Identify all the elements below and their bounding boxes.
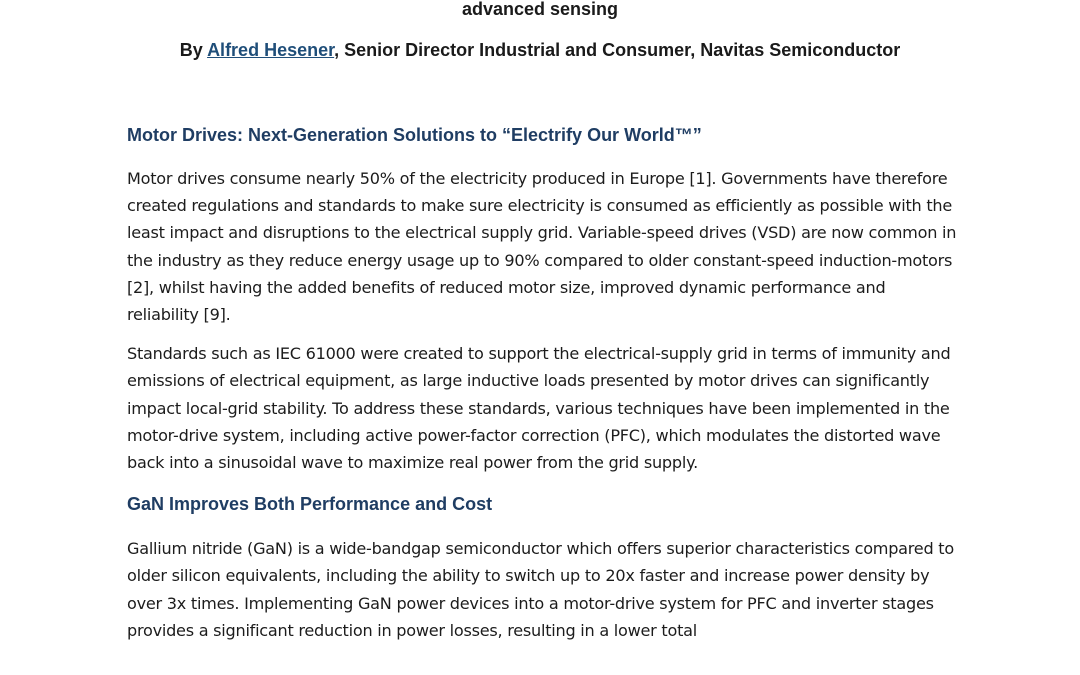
author-role: , Senior Director Industrial and Consumer, Navitas Semiconductor (334, 40, 901, 60)
byline-prefix: By (179, 40, 208, 60)
paragraph-motor-drives-energy: Motor drives consume nearly 50% of the electricity produced in Europe [1]. Governments have therefore created regulations and standards to make sure electricity is consumed as efficiently as possible with the least impact and disruptions to the electrical supply grid. Variable-speed drives (VSD) are now common in the industry as they reduce energy usage up to 90% compared to older constant-speed induction-motors [2], whilst having the added benefits of reduced motor size, improved dynamic performance and reliability [9]. (127, 169, 957, 325)
paragraph-standards: Standards such as IEC 61000 were created to support the electrical-supply grid in terms of immunity and emissions of electrical equipment, as large inductive loads presented by motor drives can significantly impact local-grid stability. To address these standards, various techniques have been implemented in the motor-drive system, including active power-factor correction (PFC), which modulates the distorted wave back into a sinusoidal wave to maximize real power from the grid supply. (127, 344, 951, 473)
author-link[interactable]: Alfred Hesener (207, 40, 335, 60)
section-heading-gan: GaN Improves Both Performance and Cost (127, 494, 493, 515)
article-body (127, 122, 957, 644)
byline (0, 38, 1080, 62)
article-subtitle: advanced sensing (461, 0, 619, 19)
section-heading-motor-drives: Motor Drives: Next-Generation Solutions to “Electrify Our World™” (127, 125, 702, 145)
paragraph-gallium-nitride: Gallium nitride (GaN) is a wide-bandgap semiconductor which offers superior characteristics compared to older silicon equivalents, including the ability to switch up to 20x faster and increase power density by over 3x times. Implementing GaN power devices into a motor-drive system for PFC and inverter stages provides a significant reduction in power losses, resulting in a lower total (127, 539, 954, 640)
